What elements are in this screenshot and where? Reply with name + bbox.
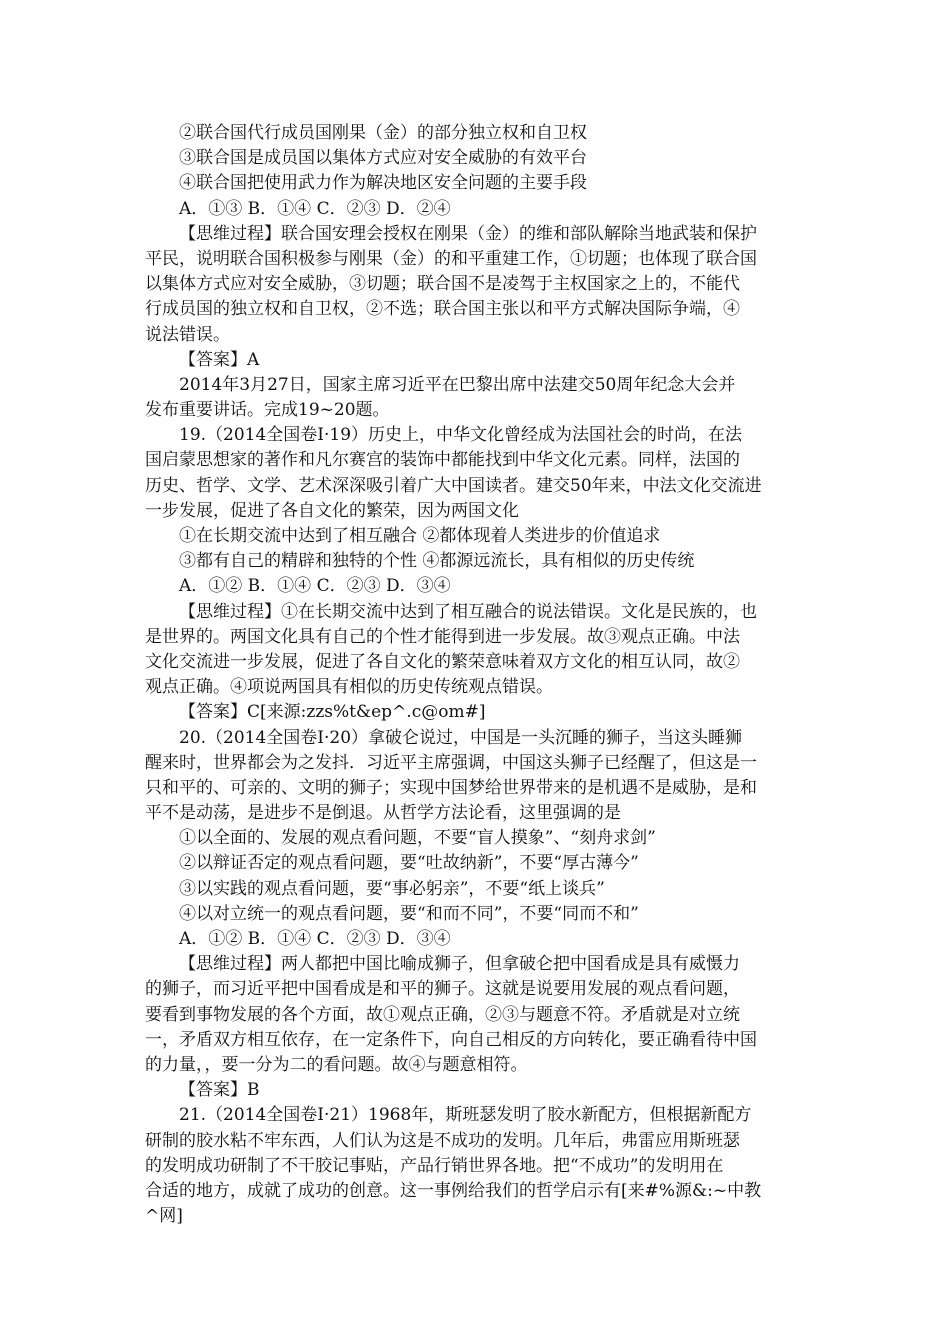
text-line: 是世界的。两国文化具有自己的个性才能得到进一步发展。故③观点正确。中法 — [145, 626, 740, 647]
text-line: 的狮子，而习近平把中国看成是和平的狮子。这就是说要用发展的观点看问题， — [145, 979, 740, 1000]
text-line: 历史、哲学、文学、艺术深深吸引着广大中国读者。建交50年来，中法文化交流进 — [145, 475, 762, 496]
text-line: 观点正确。④项说两国具有相似的历史传统观点错误。 — [145, 677, 553, 698]
text-line: 国启蒙思想家的著作和凡尔赛宫的装饰中都能找到中华文化元素。同样，法国的 — [145, 450, 740, 471]
text-line: 的力量，，要一分为二的看问题。故④与题意相符。 — [145, 1054, 528, 1075]
text-line: A．①② B．①④ C．②③ D．③④ — [179, 576, 451, 597]
text-line: 【思维过程】两人都把中国比喻成狮子，但拿破仑把中国看成是具有威慑力 — [179, 954, 740, 975]
text-line: 文化交流进一步发展，促进了各自文化的繁荣意味着双方文化的相互认同，故② — [145, 651, 740, 672]
text-line: ③以实践的观点看问题，要“事必躬亲”，不要“纸上谈兵” — [179, 878, 605, 899]
text-line: 以集体方式应对安全威胁，③切题；联合国不是凌驾于主权国家之上的，不能代 — [145, 274, 740, 295]
document-body — [145, 121, 813, 1229]
text-line: 行成员国的独立权和自卫权，②不选；联合国主张以和平方式解决国际争端，④ — [145, 299, 740, 320]
text-line: 一步发展，促进了各自文化的繁荣，因为两国文化 — [145, 500, 519, 521]
text-line: 20.（2014全国卷Ⅰ·20）拿破仑说过，中国是一头沉睡的狮子，当这头睡狮 — [179, 727, 743, 748]
text-line: ②联合国代行成员国刚果（金）的部分独立权和自卫权 — [179, 123, 587, 143]
text-line: A．①③ B．①④ C．②③ D．②④ — [179, 198, 451, 219]
text-line: 只和平的、可亲的、文明的狮子；实现中国梦给世界带来的是机遇不是威胁，是和 — [145, 777, 757, 798]
text-line: 发布重要讲话。完成19~20题。 — [145, 400, 390, 421]
text-line: ③联合国是成员国以集体方式应对安全威胁的有效平台 — [179, 148, 587, 169]
text-line: ④以对立统一的观点看问题，要“和而不同”，不要“同而不和” — [179, 903, 639, 924]
text-line: ^网] — [145, 1206, 183, 1227]
text-line: 【答案】C[来源:zzs%t&ep^.c@om#] — [179, 702, 486, 723]
text-line: 说法错误。 — [145, 324, 230, 345]
text-line: 一，矛盾双方相互依存，在一定条件下，向自己相反的方向转化，要正确看待中国 — [145, 1029, 757, 1050]
text-line: 研制的胶水粘不牢东西，人们认为这是不成功的发明。几年后，弗雷应用斯班瑟 — [145, 1130, 740, 1151]
text-line: 平民，说明联合国积极参与刚果（金）的和平重建工作，①切题；也体现了联合国 — [145, 248, 757, 269]
text-line: 合适的地方，成就了成功的创意。这一事例给我们的哲学启示有[来#%源&:~中教 — [145, 1180, 762, 1201]
text-line: ①以全面的、发展的观点看问题，不要“盲人摸象”、“刻舟求剑” — [179, 828, 656, 849]
text-line: A．①② B．①④ C．②③ D．③④ — [179, 929, 451, 949]
text-line: 醒来时，世界都会为之发抖．习近平主席强调，中国这头狮子已经醒了，但这是一 — [145, 752, 757, 773]
text-line: 的发明成功研制了不干胶记事贴，产品行销世界各地。把“不成功”的发明用在 — [145, 1155, 724, 1176]
text-line: ①在长期交流中达到了相互融合 ②都体现着人类进步的价值追求 — [179, 526, 661, 546]
text-line: 平不是动荡，是进步不是倒退。从哲学方法论看，这里强调的是 — [145, 803, 621, 824]
text-line: 【思维过程】联合国安理会授权在刚果（金）的维和部队解除当地武装和保护 — [179, 223, 757, 244]
text-line: ③都有自己的精辟和独特的个性 ④都源远流长，具有相似的历史传统 — [179, 551, 695, 572]
text-line: 【答案】A — [179, 349, 260, 370]
text-line: 【答案】B — [179, 1080, 260, 1101]
text-line: 要看到事物发展的各个方面，故①观点正确，②③与题意不符。矛盾就是对立统 — [145, 1004, 740, 1025]
text-line: 【思维过程】①在长期交流中达到了相互融合的说法错误。文化是民族的，也 — [179, 601, 757, 622]
text-line: 19.（2014全国卷Ⅰ·19）历史上，中华文化曾经成为法国社会的时尚，在法 — [179, 425, 743, 446]
text-line: 2014年3月27日，国家主席习近平在巴黎出席中法建交50周年纪念大会并 — [179, 374, 736, 395]
text-line: 21.（2014全国卷Ⅰ·21）1968年，斯班瑟发明了胶水新配方，但根据新配方 — [179, 1105, 752, 1126]
text-line: ②以辩证否定的观点看问题，要“吐故纳新”，不要“厚古薄今” — [179, 853, 639, 874]
text-line: ④联合国把使用武力作为解决地区安全问题的主要手段 — [179, 173, 587, 194]
